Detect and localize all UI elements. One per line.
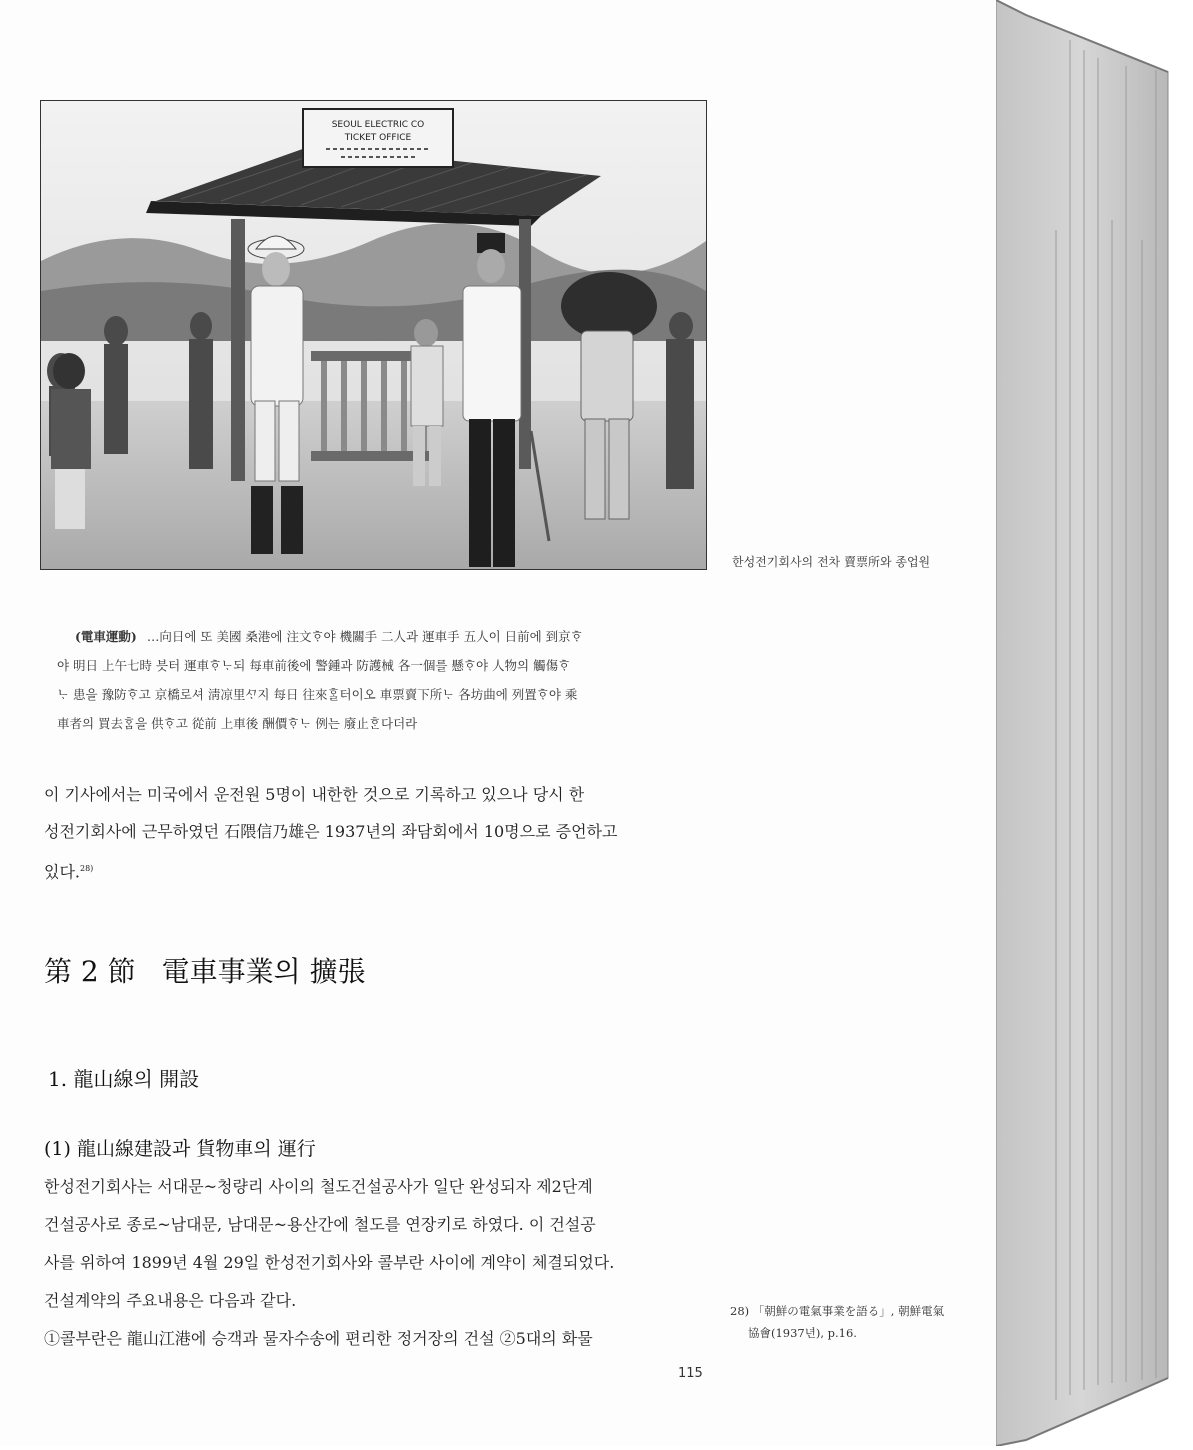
historical-photo	[40, 100, 707, 570]
paragraph-1-line-1: 이 기사에서는 미국에서 운전원 5명이 내한한 것으로 기록하고 있으나 당시 한	[44, 785, 585, 804]
footnote-line-1: 28) 「朝鮮の電氣事業を語る」, 朝鮮電氣	[730, 1304, 945, 1318]
footnote	[730, 1300, 944, 1344]
footnote-line-2: 協會(1937년), p.16.	[748, 1326, 857, 1340]
paragraph-1	[44, 776, 708, 890]
paragraph-1-line-3-text: 있다.	[44, 862, 80, 882]
page-number: 115	[678, 1366, 703, 1381]
photo-caption: 한성전기회사의 전차 賣票所와 종업원	[732, 555, 931, 569]
section-number: 第 2 節	[44, 955, 136, 988]
paragraph-2-line-2: 건설공사로 종로~남대문, 남대문~용산간에 철도를 연장키로 하였다. 이 건설공	[44, 1215, 596, 1234]
quote-line-2: 야 明日 上午七時 븟터 運車ᄒᆞᄂᆞ되 每車前後에 警鍾과 防護械 各一個를 懸ᄒᆞ야 人物의 觸傷ᄒᆞ	[57, 658, 571, 673]
paragraph-2-line-3: 사를 위하여 1899년 4월 29일 한성전기회사와 콜부란 사이에 계약이 체결되었다.	[44, 1253, 615, 1272]
page-stack-graphic	[996, 0, 1193, 1446]
quote-line-1: …向日에 또 美國 桑港에 注文ᄒᆞ야 機關手 二人과 運車手 五人이 日前에 到京ᄒᆞ	[146, 629, 583, 644]
paragraph-1-line-3	[44, 850, 708, 890]
quote-line	[57, 622, 707, 651]
quote-line-3: ᄂᆞ 患을 豫防ᄒᆞ고 京橋로셔 淸凉里ᄭᆞ지 每日 往來ᄒᆞᆯ터이오 車票賣下所ᄂᆞ 各坊曲에 列置ᄒᆞ야 乘	[57, 687, 578, 702]
ticket-office-photo	[41, 101, 706, 569]
paragraph-2-line-1: 한성전기회사는 서대문~청량리 사이의 철도건설공사가 일단 완성되자 제2단계	[44, 1177, 593, 1196]
sign-line2: TICKET OFFICE	[344, 133, 412, 143]
paragraph-1-line-2: 성전기회사에 근무하였던 石隈信乃雄은 1937년의 좌담회에서 10명으로 증언하고	[44, 822, 618, 841]
paragraph-2-line-5: ①콜부란은 龍山江港에 승객과 물자수송에 편리한 정거장의 건설 ②5대의 화물	[44, 1329, 593, 1348]
quote-source: (電車運動)	[75, 629, 137, 644]
newspaper-quote	[57, 622, 707, 738]
paragraph-2	[44, 1168, 716, 1358]
section-title: 電車事業의 擴張	[161, 955, 366, 988]
quote-line-4: 車者의 買去ᄒᆞᆷ을 供ᄒᆞ고 從前 上車後 酬價ᄒᆞᄂᆞ 例는 廢止ᄒᆞᆫ다더라	[57, 716, 418, 731]
subsubsection-heading: (1) 龍山線建設과 貨物車의 運行	[44, 1138, 316, 1160]
sign-line1: SEOUL ELECTRIC CO	[331, 120, 425, 130]
page-stack-edge	[996, 0, 1193, 1446]
subsection-heading: 1. 龍山線의 開設	[48, 1067, 200, 1091]
footnote-reference: 28)	[80, 864, 94, 873]
section-heading	[44, 950, 366, 990]
paragraph-2-line-4: 건설계약의 주요내용은 다음과 같다.	[44, 1291, 297, 1310]
